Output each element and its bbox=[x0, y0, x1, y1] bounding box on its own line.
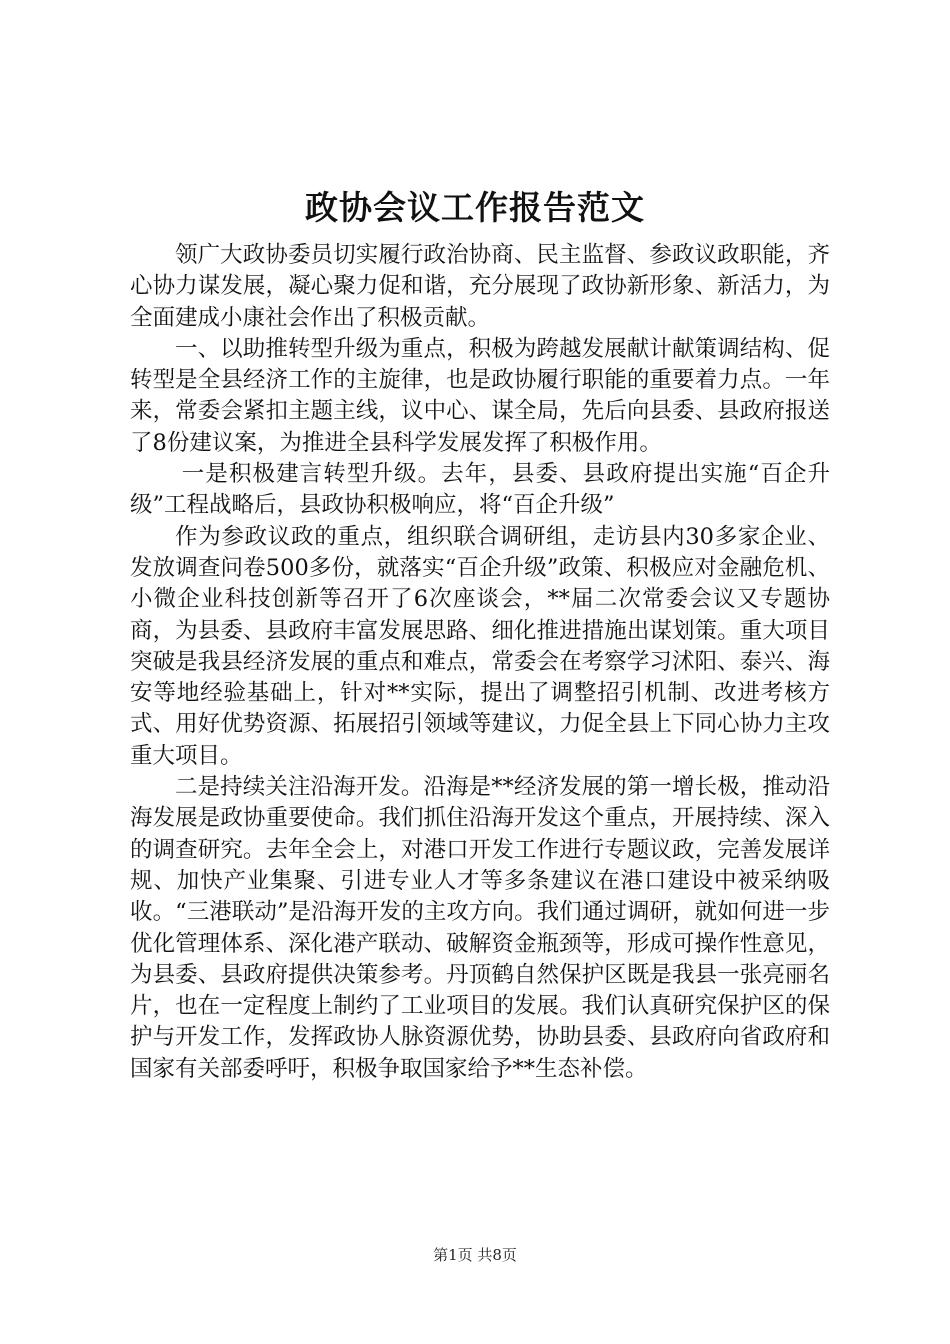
paragraph-point-one: 一是积极建言转型升级。去年，县委、县政府提出实施“百企升级”工程战略后，县政协积极响应，将“百企升级” bbox=[130, 461, 830, 519]
paragraph-section-one: 一、以助推转型升级为重点，积极为跨越发展献计献策调结构、促转型是全县经济工作的主旋律，也是政协履行职能的重要着力点。一年来，常委会紧扣主题主线，议中心、谋全局，先后向县委、县政府报送了8份建议案，为推进全县科学发展发挥了积极作用。 bbox=[130, 335, 830, 456]
paragraph-intro: 领广大政协委员切实履行政治协商、民主监督、参政议政职能，齐心协力谋发展，凝心聚力促和谐，充分展现了政协新形象、新活力，为全面建成小康社会作出了积极贡献。 bbox=[130, 242, 830, 331]
document-body bbox=[130, 240, 830, 1085]
page-number: 第1页 共8页 bbox=[433, 1246, 517, 1264]
document-title: 政协会议工作报告范文 bbox=[305, 188, 645, 227]
paragraph-point-one-continued: 作为参政议政的重点，组织联合调研组，走访县内30多家企业、发放调查问卷500多份，就落实“百企升级”政策、积极应对金融危机、小微企业科技创新等召开了6次座谈会，**届二次常委会议又专题协商，为县委、县政府丰富发展思路、细化推进措施出谋划策。重大项目突破是我县经济发展的重点和难点，常委会在考察学习沭阳、泰兴、海安等地经验基础上，针对**实际，提出了调整招引机制、改进考核方式、用好优势资源、拓展招引领域等建议，力促全县上下同心协力主攻重大项目。 bbox=[130, 523, 830, 769]
paragraph-point-two: 二是持续关注沿海开发。沿海是**经济发展的第一增长极，推动沿海发展是政协重要使命。我们抓住沿海开发这个重点，开展持续、深入的调查研究。去年全会上，对港口开发工作进行专题议政，完善发展详规、加快产业集聚、引进专业人才等多条建议在港口建设中被采纳吸收。“三港联动”是沿海开发的主攻方向。我们通过调研，就如何进一步优化管理体系、深化港产联动、破解资金瓶颈等，形成可操作性意见，为县委、县政府提供决策参考。丹顶鹤自然保护区既是我县一张亮丽名片，也在一定程度上制约了工业项目的发展。我们认真研究保护区的保护与开发工作，发挥政协人脉资源优势，协助县委、县政府向省政府和国家有关部委呼吁，积极争取国家给予**生态补偿。 bbox=[130, 774, 830, 1082]
